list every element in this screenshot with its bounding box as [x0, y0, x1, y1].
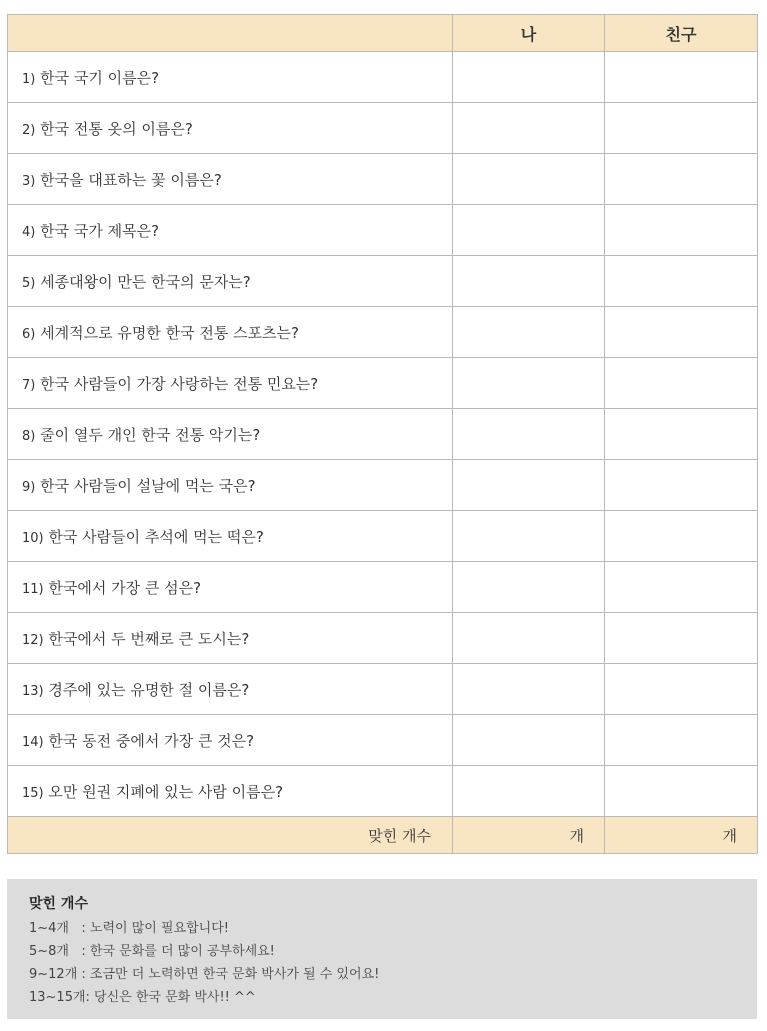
answer-me-cell[interactable]	[453, 205, 605, 256]
footer-label: 맞힌 개수	[8, 817, 453, 854]
question-text: 한국 국기 이름은?	[40, 68, 160, 87]
question-cell	[8, 205, 453, 256]
quiz-table	[7, 14, 758, 854]
question-number: 6)	[22, 326, 36, 342]
answer-friend-cell[interactable]	[605, 103, 758, 154]
question-cell	[8, 154, 453, 205]
question-text: 경주에 있는 유명한 절 이름은?	[48, 680, 250, 699]
header-me: 나	[453, 15, 605, 52]
table-row	[8, 715, 758, 766]
question-text: 한국을 대표하는 꽃 이름은?	[40, 170, 222, 189]
question-number: 2)	[22, 122, 36, 138]
answer-me-cell[interactable]	[453, 613, 605, 664]
table-row	[8, 103, 758, 154]
score-guide-line: 13~15개: 당신은 한국 문화 박사!! ^^	[29, 990, 256, 1005]
question-number: 3)	[22, 173, 36, 189]
question-text: 세종대왕이 만든 한국의 문자는?	[40, 272, 251, 291]
answer-friend-cell[interactable]	[605, 766, 758, 817]
question-number: 1)	[22, 71, 36, 87]
question-number: 12)	[22, 632, 44, 648]
question-text: 줄이 열두 개인 한국 전통 악기는?	[40, 425, 261, 444]
header-friend: 친구	[605, 15, 758, 52]
question-cell	[8, 358, 453, 409]
table-row	[8, 52, 758, 103]
question-number: 14)	[22, 734, 44, 750]
table-row	[8, 562, 758, 613]
answer-me-cell[interactable]	[453, 562, 605, 613]
question-number: 9)	[22, 479, 36, 495]
question-cell	[8, 715, 453, 766]
question-cell	[8, 460, 453, 511]
score-guide-line: 5~8개 : 한국 문화를 더 많이 공부하세요!	[29, 944, 275, 959]
table-row	[8, 307, 758, 358]
table-row	[8, 409, 758, 460]
answer-me-cell[interactable]	[453, 358, 605, 409]
answer-friend-cell[interactable]	[605, 358, 758, 409]
table-row	[8, 460, 758, 511]
header-question-cell	[8, 15, 453, 52]
question-text: 한국 사람들이 설날에 먹는 국은?	[40, 476, 256, 495]
question-text: 한국 동전 중에서 가장 큰 것은?	[48, 731, 255, 750]
answer-me-cell[interactable]	[453, 256, 605, 307]
answer-friend-cell[interactable]	[605, 715, 758, 766]
answer-me-cell[interactable]	[453, 307, 605, 358]
question-text: 한국 전통 옷의 이름은?	[40, 119, 193, 138]
question-cell	[8, 613, 453, 664]
score-guide-line: 1~4개 : 노력이 많이 필요합니다!	[29, 921, 229, 936]
answer-me-cell[interactable]	[453, 511, 605, 562]
table-row	[8, 664, 758, 715]
question-number: 10)	[22, 530, 44, 546]
answer-me-cell[interactable]	[453, 460, 605, 511]
answer-friend-cell[interactable]	[605, 307, 758, 358]
question-number: 8)	[22, 428, 36, 444]
footer-me-count[interactable]: 개	[453, 817, 605, 854]
question-cell	[8, 409, 453, 460]
question-text: 세계적으로 유명한 한국 전통 스포츠는?	[40, 323, 300, 342]
answer-friend-cell[interactable]	[605, 205, 758, 256]
table-row	[8, 766, 758, 817]
answer-friend-cell[interactable]	[605, 562, 758, 613]
table-row	[8, 256, 758, 307]
question-cell	[8, 103, 453, 154]
question-cell	[8, 562, 453, 613]
question-number: 4)	[22, 224, 36, 240]
table-footer-row	[8, 817, 758, 854]
score-guide-line: 9~12개 : 조금만 더 노력하면 한국 문화 박사가 될 수 있어요!	[29, 967, 380, 982]
answer-friend-cell[interactable]	[605, 154, 758, 205]
table-row	[8, 205, 758, 256]
question-cell	[8, 766, 453, 817]
question-cell	[8, 52, 453, 103]
question-cell	[8, 664, 453, 715]
question-text: 한국에서 두 번째로 큰 도시는?	[48, 629, 250, 648]
answer-friend-cell[interactable]	[605, 664, 758, 715]
question-text: 한국에서 가장 큰 섬은?	[48, 578, 202, 597]
answer-friend-cell[interactable]	[605, 460, 758, 511]
answer-friend-cell[interactable]	[605, 613, 758, 664]
score-guide-title: 맞힌 개수	[29, 896, 88, 912]
question-number: 13)	[22, 683, 44, 699]
table-row	[8, 511, 758, 562]
answer-me-cell[interactable]	[453, 664, 605, 715]
answer-me-cell[interactable]	[453, 103, 605, 154]
question-number: 7)	[22, 377, 36, 393]
answer-friend-cell[interactable]	[605, 511, 758, 562]
question-text: 한국 국가 제목은?	[40, 221, 160, 240]
table-header-row	[8, 15, 758, 52]
answer-friend-cell[interactable]	[605, 409, 758, 460]
question-text: 한국 사람들이 추석에 먹는 떡은?	[48, 527, 264, 546]
answer-me-cell[interactable]	[453, 52, 605, 103]
answer-friend-cell[interactable]	[605, 256, 758, 307]
table-row	[8, 154, 758, 205]
question-number: 5)	[22, 275, 36, 291]
question-text: 한국 사람들이 가장 사랑하는 전통 민요는?	[40, 374, 319, 393]
answer-me-cell[interactable]	[453, 766, 605, 817]
question-cell	[8, 511, 453, 562]
table-row	[8, 358, 758, 409]
question-cell	[8, 307, 453, 358]
question-number: 11)	[22, 581, 44, 597]
question-number: 15)	[22, 785, 44, 801]
question-cell	[8, 256, 453, 307]
answer-friend-cell[interactable]	[605, 52, 758, 103]
score-guide-box	[7, 879, 757, 1019]
question-text: 오만 원권 지폐에 있는 사람 이름은?	[48, 782, 284, 801]
table-row	[8, 613, 758, 664]
footer-friend-count[interactable]: 개	[605, 817, 758, 854]
answer-me-cell[interactable]	[453, 154, 605, 205]
answer-me-cell[interactable]	[453, 409, 605, 460]
answer-me-cell[interactable]	[453, 715, 605, 766]
